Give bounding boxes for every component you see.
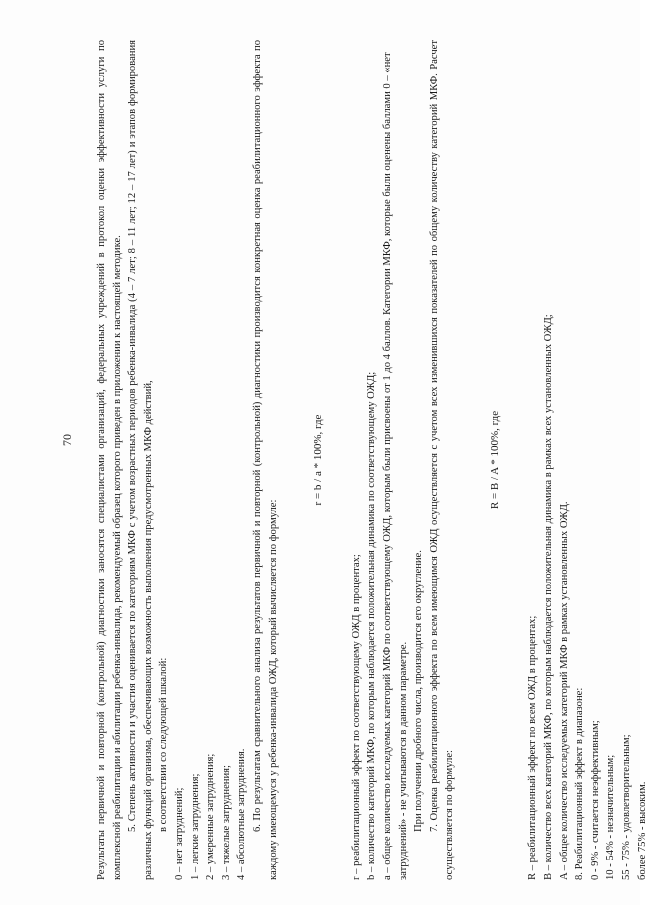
scale-item: 3 – тяжелые затруднения;: [220, 765, 232, 880]
paragraph-intro: Результаты первичной и повторной (контрольной) диагностики заносятся специалистами организаций, федеральных учреждений в протокол оценки эффективности услуги по комплексной реабилитации и абилитации ребенка-инвалида, рекомендуемый образец которого приведен в приложении к настоящей методике.: [96, 40, 123, 880]
paragraph-rounding: При получении дробного числа, производится его округление.: [413, 550, 425, 832]
definition-item: a – общее количество исследуемых категорий МКФ по соответствующему ОЖД, которым были присвоены от 1 до 4 баллов. Категории МКФ, которые были оценены баллами 0 – «нет затруднений» - не учитываются в данном параметре.: [381, 52, 409, 880]
paragraph-6: 6. По результатам сравнительного анализа результатов первичной и повторной (контрольной) диагностики производится конкретная оценка реабилитационного эффекта по каждому имеющемуся у ребенка-инвалида ОЖД, который вычисляется по формуле:: [251, 40, 279, 880]
formula-R-definitions: [525, 40, 650, 880]
definition-item: b – количество категорий МКФ, по которым наблюдается положительная динамика по соответствующему ОЖД;: [366, 371, 378, 880]
definition-item: R – реабилитационный эффект по всем ОЖД в процентах;: [527, 615, 539, 880]
range-item: 10 - 54% - незначительным;: [605, 754, 617, 880]
paragraph-5: 5. Степень активности и участия оценивается по категориям МКФ с учетом возрастных периодов ребенка-инвалида (4 – 7 лет; 8 – 11 лет; 12 – 17 лет) и этапов формирования различных функций организма, обеспечивающих возможность выполнения предусмотренных МКФ действий,: [127, 40, 154, 880]
scale-item: 1 – легкие затруднения;: [189, 773, 201, 880]
formula-r-definitions: [349, 40, 411, 880]
paragraph-5-scale-intro: в соответствии со следующей шкалой:: [158, 657, 170, 832]
formula-r: r = b / a * 100%, где: [312, 414, 325, 506]
scale-item: 0 – нет затруднений;: [173, 787, 185, 880]
formula-R: R = B / A * 100%, где: [488, 410, 501, 510]
paragraph-7: 7. Оценка реабилитационного эффекта по всем имеющимся ОЖД осуществляется с учетом всех изменившихся показателей по общему количеству категорий МКФ. Расчет осуществляется по формуле:: [428, 40, 456, 880]
definition-item: A – общее количество исследуемых категорий МКФ в рамках установленных ОЖД.: [558, 501, 570, 880]
scale-item: 2 – умеренные затруднения;: [205, 753, 217, 880]
definition-item: r – реабилитационный эффект по соответствующему ОЖД в процентах;: [350, 554, 362, 880]
range-item: более 75% - высоким.: [636, 781, 648, 880]
paragraph-8: 8. Реабилитационный эффект в диапазоне:: [574, 687, 586, 880]
scale-item: 4 – абсолютные затруднения.: [236, 748, 248, 880]
page-number: 70: [60, 434, 74, 446]
range-item: 0 - 9% - считается неэффективным;: [589, 720, 601, 880]
rotated-page-content: [60, 40, 660, 880]
scale-list: [172, 40, 250, 880]
document-body: [94, 40, 650, 880]
range-item: 55 - 75% - удовлетворительным;: [621, 734, 633, 880]
definition-item: B – количество всех категорий МКФ, по которым наблюдается положительная динамика в рамках всех установленных ОЖД;: [543, 314, 555, 880]
